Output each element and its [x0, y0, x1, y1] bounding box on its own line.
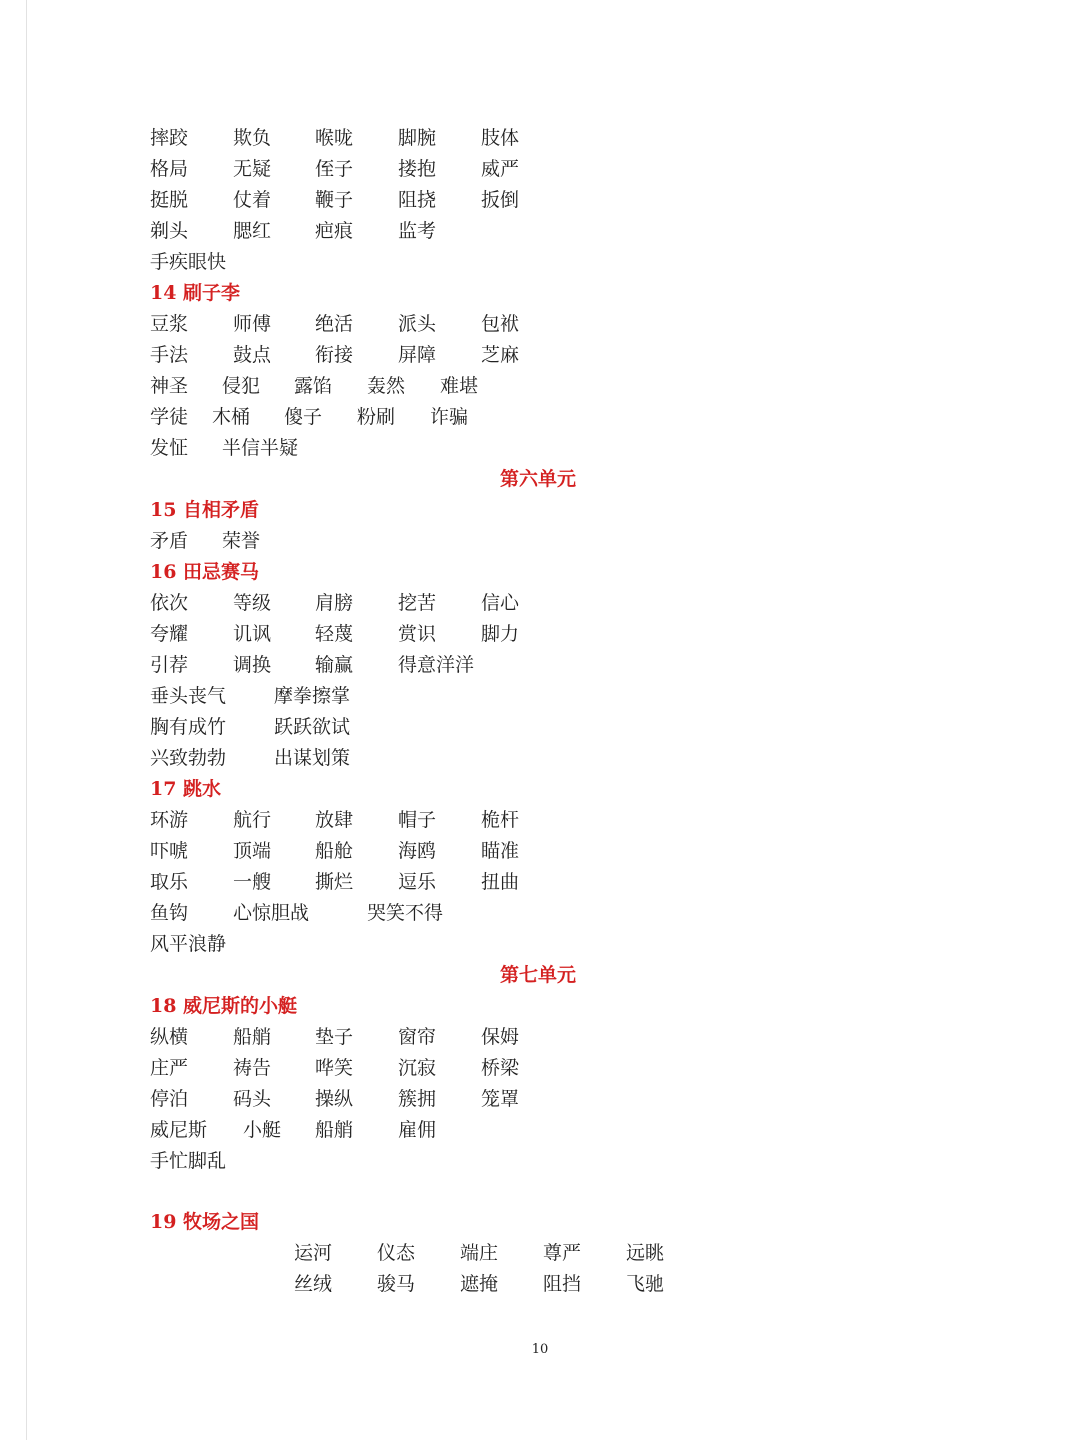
word: 顶端 [233, 840, 272, 862]
word: 监考 [398, 220, 437, 242]
word: 依次 [150, 592, 189, 614]
word: 祷告 [233, 1057, 272, 1079]
word: 海鸥 [398, 840, 437, 862]
word: 鞭子 [315, 189, 354, 211]
page-edge [26, 0, 27, 1440]
word: 取乐 [150, 871, 189, 893]
word: 端庄 [460, 1242, 499, 1264]
word: 调换 [233, 654, 272, 676]
word: 摩拳擦掌 [274, 685, 351, 707]
word: 肩膀 [315, 592, 354, 614]
word: 半信半疑 [222, 437, 299, 459]
word: 欺负 [233, 127, 272, 149]
word: 停泊 [150, 1088, 189, 1110]
word: 垫子 [315, 1026, 354, 1048]
unit-heading: 第七单元 [500, 964, 577, 986]
word: 剃头 [150, 220, 189, 242]
word: 桥梁 [481, 1057, 520, 1079]
word: 船舱 [315, 840, 354, 862]
word: 发怔 [150, 437, 189, 459]
word: 跃跃欲试 [274, 716, 351, 738]
word: 肢体 [481, 127, 520, 149]
word: 喉咙 [315, 127, 354, 149]
word: 绝活 [315, 313, 354, 335]
word: 阻挡 [543, 1273, 582, 1295]
word: 庄严 [150, 1057, 189, 1079]
word: 搂抱 [398, 158, 437, 180]
word: 神圣 [150, 375, 189, 397]
word: 尊严 [543, 1242, 582, 1264]
lesson-title: 16 田忌赛马 [150, 561, 260, 583]
word: 飞驰 [626, 1273, 665, 1295]
word: 侵犯 [222, 375, 261, 397]
word: 引荐 [150, 654, 189, 676]
word: 码头 [233, 1088, 272, 1110]
word: 无疑 [233, 158, 272, 180]
word: 威尼斯 [150, 1119, 208, 1141]
lesson-title: 18 威尼斯的小艇 [150, 995, 298, 1017]
word: 挖苦 [398, 592, 437, 614]
word: 挺脱 [150, 189, 189, 211]
word: 手忙脚乱 [150, 1150, 227, 1172]
word: 运河 [294, 1242, 333, 1264]
word: 扭曲 [481, 871, 520, 893]
word: 桅杆 [481, 809, 520, 831]
word: 小艇 [243, 1119, 282, 1141]
lesson-title: 14 刷子李 [150, 282, 241, 304]
word: 哗笑 [315, 1057, 354, 1079]
word: 豆浆 [150, 313, 189, 335]
word: 沉寂 [398, 1057, 437, 1079]
word: 雇佣 [398, 1119, 437, 1141]
word: 鱼钩 [150, 902, 189, 924]
word: 心惊胆战 [233, 902, 310, 924]
word: 帽子 [398, 809, 437, 831]
word: 瞄准 [481, 840, 520, 862]
word: 难堪 [440, 375, 479, 397]
word: 格局 [150, 158, 189, 180]
word: 摔跤 [150, 127, 189, 149]
word: 傻子 [284, 406, 323, 428]
word: 手法 [150, 344, 189, 366]
word: 信心 [481, 592, 520, 614]
word: 胸有成竹 [150, 716, 227, 738]
word: 阻挠 [398, 189, 437, 211]
word: 露馅 [294, 375, 333, 397]
word: 操纵 [315, 1088, 354, 1110]
word: 包袱 [481, 313, 520, 335]
word: 仪态 [377, 1242, 416, 1264]
word: 威严 [481, 158, 520, 180]
word: 仗着 [233, 189, 272, 211]
word: 衔接 [315, 344, 354, 366]
word: 学徒 [150, 406, 189, 428]
word: 荣誉 [222, 530, 261, 552]
word: 丝绒 [294, 1273, 333, 1295]
word: 轻蔑 [315, 623, 354, 645]
word: 脚腕 [398, 127, 437, 149]
word: 遮掩 [460, 1273, 499, 1295]
word: 船艄 [233, 1026, 272, 1048]
lesson-title: 17 跳水 [150, 778, 222, 800]
word: 讥讽 [233, 623, 272, 645]
lesson-title: 15 自相矛盾 [150, 499, 260, 521]
word: 屏障 [398, 344, 437, 366]
word: 放肆 [315, 809, 354, 831]
word: 轰然 [367, 375, 406, 397]
word: 鼓点 [233, 344, 272, 366]
word: 哭笑不得 [367, 902, 444, 924]
word: 夸耀 [150, 623, 189, 645]
word: 垂头丧气 [150, 685, 227, 707]
word: 芝麻 [481, 344, 520, 366]
word: 诈骗 [430, 406, 469, 428]
word: 腮红 [233, 220, 272, 242]
unit-heading: 第六单元 [500, 468, 577, 490]
word: 保姆 [481, 1026, 520, 1048]
word: 木桶 [212, 406, 251, 428]
word: 赏识 [398, 623, 437, 645]
word: 侄子 [315, 158, 354, 180]
page-number: 10 [531, 1342, 549, 1357]
word: 矛盾 [150, 530, 189, 552]
word: 兴致勃勃 [150, 747, 227, 769]
lesson-title: 19 牧场之国 [150, 1211, 260, 1233]
word: 笼罩 [481, 1088, 520, 1110]
word: 脚力 [481, 623, 520, 645]
word: 师傅 [233, 313, 272, 335]
word: 吓唬 [150, 840, 189, 862]
word: 环游 [150, 809, 189, 831]
word: 骏马 [377, 1273, 416, 1295]
word: 撕烂 [315, 871, 354, 893]
word: 得意洋洋 [398, 654, 475, 676]
word: 风平浪静 [150, 933, 227, 955]
word: 粉刷 [357, 406, 396, 428]
word: 派头 [398, 313, 437, 335]
word: 纵横 [150, 1026, 189, 1048]
word: 疤痕 [315, 220, 354, 242]
word: 远眺 [626, 1242, 665, 1264]
word: 等级 [233, 592, 272, 614]
word: 簇拥 [398, 1088, 437, 1110]
word: 手疾眼快 [150, 251, 227, 273]
word: 逗乐 [398, 871, 437, 893]
word: 输赢 [315, 654, 354, 676]
word: 扳倒 [481, 189, 520, 211]
word: 一艘 [233, 871, 272, 893]
word: 航行 [233, 809, 272, 831]
word: 船艄 [315, 1119, 354, 1141]
word: 出谋划策 [274, 747, 351, 769]
word: 窗帘 [398, 1026, 437, 1048]
